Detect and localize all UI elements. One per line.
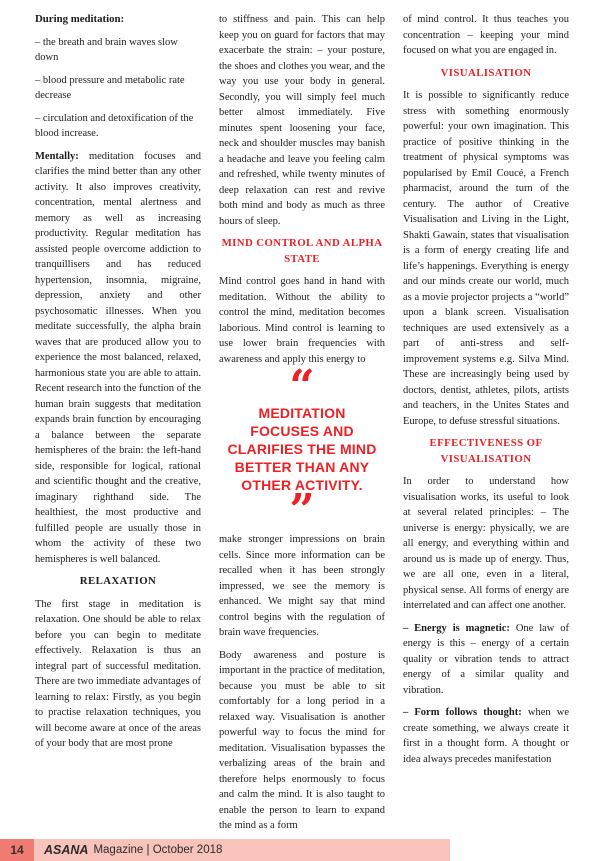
bullet-item-3: – circulation and detoxification of the blood increase.	[35, 112, 194, 139]
quote-close-icon: ”	[289, 485, 315, 536]
paragraph-principles: In order to understand how visualisation works, its useful to look at several related principles: – The universe is energy: physically, we are all energy, and everything within and around us is made up of energy. Thus, we are all one, even in a literal, physical sense. All forms of energy are interrelated and can affect one another.	[403, 476, 569, 611]
paragraph-text: One law of energy is this – energy of a certain quality or vibration tends to attract energy of a similar quality and vibration.	[403, 622, 569, 696]
heading-relaxation: RELAXATION	[79, 575, 157, 587]
pull-quote-text: MEDITATION FOCUSES AND CLARIFIES THE MIND BETTER THAN ANY OTHER ACTIVITY.	[227, 405, 377, 493]
paragraph-text: meditation focuses and clarifies the mind better than any other activity. It also improves creativity, concentration, mental alertness and memory as well as increasing productivity. Regular meditation has assisted people overcome addiction to tranquillisers and has reduced hypertension, insomnia, migraine, depression, anxiety and other psychosomatic illnesses. When you meditate successfully, the alpha brain waves that are produced allow you to experience the most balanced, relaxed, harmonious state you are able to attain. Recent research into the function of the human brain suggests that meditation expands brain function by encouraging a balance between the separate hemispheres of the brain: the left-hand side, responsible for logical, rational and scientific thought and the creative, imaginary righthand side. The healthiest, the most productive and fulfilled people are usually those in whom the activity of these two hemispheres is well balanced.	[35, 150, 201, 565]
paragraph-mind-control: Mind control goes hand in hand with meditation. Without the ability to control the mind, meditation becomes laborious. Mind control is learning to use lower brain frequencies with awareness and apply this energy to	[219, 276, 385, 365]
paragraph-body-awareness: Body awareness and posture is important in the practice of meditation, because you must be able to sit comfortably for a long period in a relaxed way. Visualisation is another powerful way to focus the mind for meditation. Visualisation bypasses the verbalizing areas of the brain and therefore helps enormously to focus and calm the mind. It is also taught to enable the person to learn to expand the mind as a form	[219, 649, 385, 831]
heading-during-meditation: During meditation:	[35, 13, 125, 25]
paragraph-lead-energy: – Energy is magnetic:	[403, 622, 510, 634]
quote-open-icon: “	[289, 361, 315, 412]
paragraph-mind-control-cont: of mind control. It thus teaches you concentration – keeping your mind focused on what you are engaged in.	[403, 14, 569, 56]
paragraph-stiffness: to stiffness and pain. This can help keep you on guard for factors that may exacerbate the strain: – your posture, the shoes and clothes you wear, and the way you use your body in general. Secondly, you will simply feel much better almost immediately. Five minutes spent loosening your face, neck and shoulder muscles may banish a headache and leave you feeling calm and refreshed, while twenty minutes of deep relaxation can rest and revive both mind and body as much as three hours of sleep.	[219, 14, 385, 227]
paragraph-form-thought	[403, 705, 569, 767]
heading-effectiveness: EFFECTIVENESS OF VISUALISATION	[429, 437, 543, 465]
paragraph-visualisation: It is possible to significantly reduce stress with something enormously powerful: your own imagination. This practice of positive thinking in the treatment of physical symptoms was popularised by Emil Coucé, a French pharmacist, around the turn of the century. The author of Creative Visualisation and Living in the Light, Shakti Gawain, states that visualisation is a form of energy creating life and life’s happenings. Everything is energy and our minds create our world, much as a movie projector projects a “world” upon a blank screen. Visualisation techniques are used extensively as a part of anti-stress and self-improvement systems e.g. Silva Mind. These are increasingly being used by doctors, dentist, athletes, pilots, artists and teachers, in the Unites States and Europe, to defuse stressful situations.	[403, 90, 569, 427]
paragraph-mentally	[35, 149, 201, 568]
column-1	[35, 12, 201, 841]
footer-bar	[34, 839, 450, 861]
bullet-item-1: – the breath and brain waves slow down	[35, 36, 178, 63]
pull-quote	[219, 361, 385, 536]
bullet-item-2: – blood pressure and metabolic rate decrease	[35, 74, 185, 101]
magazine-issue: Magazine | October 2018	[93, 844, 223, 856]
heading-visualisation: VISUALISATION	[440, 66, 532, 79]
paragraph-text: when we create something, we always create it first in a thought form. A thought or idea always precedes manifestation	[403, 707, 569, 765]
heading-mind-control: MIND CONTROL AND ALPHA STATE	[221, 237, 383, 265]
magazine-brand: ASANA	[44, 843, 89, 857]
page-number: 14	[0, 839, 34, 861]
paragraph-energy-magnetic	[403, 621, 569, 699]
paragraph-lead-mentally: Mentally:	[35, 150, 79, 162]
page-footer	[0, 839, 604, 861]
paragraph-lead-form: – Form follows thought:	[403, 707, 522, 718]
column-2	[219, 12, 385, 841]
paragraph-impressions: make stronger impressions on brain cells. Since more information can be recalled when it has been strongly impressed, we see the memory is enhanced. We might say that mind control begins with the regulation of brain wave frequencies.	[219, 534, 385, 638]
paragraph-relaxation: The first stage in meditation is relaxation. One should be able to relax before you can begin to meditate effectively. Relaxation is thus an integral part of successful meditation. There are two immediate advantages of learning to relax: Firstly, as you begin to practise relaxation techniques, you will become aware at once of the areas of your body that are most prone	[35, 598, 201, 749]
column-3	[403, 12, 569, 841]
